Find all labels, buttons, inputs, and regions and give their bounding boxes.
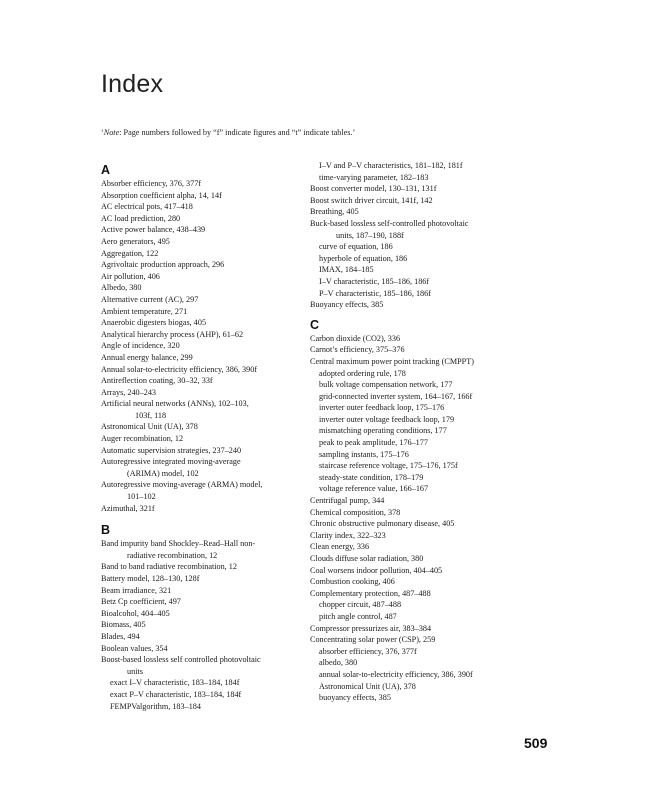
index-subentry: exact I–V characteristic, 183–184, 184f <box>110 678 240 688</box>
index-subentry: annual solar-to-electricity efficiency, 386, 390f <box>319 669 473 679</box>
index-entry: Annual solar-to-electricity efficiency, 386, 390f <box>101 364 258 374</box>
index-entry: Alternative current (AC), 297 <box>101 294 199 304</box>
note-label: Note <box>103 128 120 137</box>
index-column-left <box>101 160 313 712</box>
index-entry: Antireflection coating, 30–32, 33f <box>101 376 213 386</box>
index-entry: Carbon dioxide (CO2), 336 <box>310 333 401 343</box>
index-entry: Arrays, 240–243 <box>101 387 157 397</box>
index-subentry: grid-connected inverter system, 164–167, 166f <box>319 391 473 401</box>
index-entry: Aggregation, 122 <box>101 248 159 258</box>
index-note <box>101 128 355 137</box>
index-entry: Annual energy balance, 299 <box>101 352 193 362</box>
index-entry: Automatic supervision strategies, 237–240 <box>101 445 242 455</box>
index-entry: Band to band radiative recombination, 12 <box>101 562 237 572</box>
index-subentry: pitch angle control, 487 <box>319 611 397 621</box>
index-letter-a: A <box>101 163 111 177</box>
index-entry: Boost switch driver circuit, 141f, 142 <box>310 195 433 205</box>
index-subentry: inverter outer feedback loop, 175–176 <box>319 403 445 413</box>
index-subentry: voltage reference value, 166–167 <box>319 484 429 494</box>
index-subentry: chopper circuit, 487–488 <box>319 600 402 610</box>
index-column-right <box>310 160 522 704</box>
index-entry: Centrifugal pump, 344 <box>310 496 385 506</box>
page-number: 509 <box>524 735 548 751</box>
index-entry: Carnot’s efficiency, 375–376 <box>310 345 405 355</box>
index-subentry: buoyancy effects, 385 <box>319 693 391 703</box>
index-subentry: exact P–V characteristic, 183–184, 184f <box>110 689 242 699</box>
index-entry: Combustion cooking, 406 <box>310 577 395 587</box>
index-subentry: albedo, 380 <box>319 658 358 668</box>
index-entry: Band impurity band Shockley–Read–Hall non- <box>101 539 256 549</box>
index-entry: Battery model, 128–130, 128f <box>101 574 200 583</box>
index-subentry: units <box>127 666 143 676</box>
index-subentry: inverter outer voltage feedback loop, 179 <box>319 414 455 424</box>
index-entry: Absorber efficiency, 376, 377f <box>101 179 202 188</box>
index-subentry: peak to peak amplitude, 176–177 <box>319 438 428 448</box>
index-subentry: I–V and P–V characteristics, 181–182, 181f <box>319 161 463 170</box>
index-subentry: absorber efficiency, 376, 377f <box>319 646 417 656</box>
index-entry: Clarity index, 322–323 <box>310 530 386 540</box>
index-entry: Autoregressive moving-average (ARMA) model, <box>101 480 263 490</box>
index-entry: Biomass, 405 <box>101 620 146 630</box>
index-entry: Buck-based lossless self-controlled photovoltaic <box>310 218 469 228</box>
index-entry: Air pollution, 406 <box>101 271 160 281</box>
index-subentry: Astronomical Unit (UA), 378 <box>319 681 416 691</box>
index-entry: Concentrating solar power (CSP), 259 <box>310 635 436 645</box>
index-entry: Active power balance, 438–439 <box>101 225 206 235</box>
index-entry: Auger recombination, 12 <box>101 434 184 444</box>
note-open-quote: ‘ <box>101 128 104 137</box>
index-entry: Ambient temperature, 271 <box>101 306 188 316</box>
index-entry: Albedo, 380 <box>101 283 142 293</box>
index-entry: Buoyancy effects, 385 <box>310 300 384 310</box>
index-entry: Angle of incidence, 320 <box>101 341 180 351</box>
index-entry: Breathing, 405 <box>310 207 359 217</box>
index-subentry: hyperbole of equation, 186 <box>319 253 408 263</box>
index-entry: Boolean values, 354 <box>101 643 168 653</box>
index-entry: Agrivoltaic production approach, 296 <box>101 260 225 270</box>
index-subentry: mismatching operating conditions, 177 <box>319 426 447 436</box>
index-subentry: adopted ordering rule, 178 <box>319 368 406 378</box>
index-entry: Chronic obstructive pulmonary disease, 405 <box>310 519 455 529</box>
index-entry: Autoregressive integrated moving-average <box>101 457 241 467</box>
index-entry: Analytical hierarchy process (AHP), 61–62 <box>101 329 244 339</box>
page-title: Index <box>101 70 164 98</box>
index-entry: Clouds diffuse solar radiation, 380 <box>310 554 424 563</box>
index-letter-c: C <box>310 317 320 332</box>
index-subentry: units, 187–190, 188f <box>336 230 404 240</box>
index-entry: Blades, 494 <box>101 631 140 641</box>
note-text: : Page numbers followed by “f” indicate figures and “t” indicate tables.’ <box>119 128 356 137</box>
index-entry: Aero generators, 495 <box>101 236 170 246</box>
index-entry: Complementary protection, 487–488 <box>310 588 431 598</box>
index-subentry: time-varying parameter, 182–183 <box>319 172 429 182</box>
index-subentry: I–V characteristic, 185–186, 186f <box>319 276 430 286</box>
index-entry: AC electrical pots, 417–418 <box>101 202 193 212</box>
index-entry: Azimuthal, 321f <box>101 503 155 513</box>
index-subentry: (ARIMA) model, 102 <box>127 468 199 478</box>
index-subentry: IMAX, 184–185 <box>319 265 374 275</box>
index-subentry: curve of equation, 186 <box>319 242 393 252</box>
index-entry: Compressor pressurizes air, 383–384 <box>310 623 432 633</box>
index-subentry: 103f, 118 <box>135 410 167 420</box>
index-entry: Boost-based lossless self controlled photovoltaic <box>101 655 261 665</box>
index-letter-b: B <box>101 523 111 538</box>
index-entry: Coal worsens indoor pollution, 404–405 <box>310 565 443 575</box>
index-entry: Anaerobic digesters biogas, 405 <box>101 318 207 328</box>
index-subentry: steady-state condition, 178–179 <box>319 472 424 482</box>
index-entry: Boost converter model, 130–131, 131f <box>310 184 437 194</box>
index-subentry: P–V characteristic, 185–186, 186f <box>319 288 431 298</box>
index-entry: Chemical composition, 378 <box>310 507 401 517</box>
index-subentry: FEMPValgorithm, 183–184 <box>110 701 201 711</box>
index-subentry: 101–102 <box>127 492 156 502</box>
index-entry: Astronomical Unit (UA), 378 <box>101 422 198 432</box>
index-entry: Central maximum power point tracking (CMPPT) <box>310 356 474 366</box>
index-subentry: sampling instants, 175–176 <box>319 449 409 459</box>
index-subentry: staircase reference voltage, 175–176, 175f <box>319 461 458 471</box>
index-entry: AC load prediction, 280 <box>101 213 181 223</box>
index-subentry: bulk voltage compensation network, 177 <box>319 380 453 390</box>
index-entry: Clean energy, 336 <box>310 542 370 552</box>
index-subentry: radiative recombination, 12 <box>127 550 218 560</box>
index-entry: Artificial neural networks (ANNs), 102–103, <box>101 399 249 409</box>
index-entry: Betz Cp coefficient, 497 <box>101 597 181 607</box>
index-entry: Bioalcohol, 404–405 <box>101 608 170 618</box>
index-entry: Beam irradiance, 321 <box>101 585 172 595</box>
index-entry: Absorption coefficient alpha, 14, 14f <box>101 190 222 200</box>
